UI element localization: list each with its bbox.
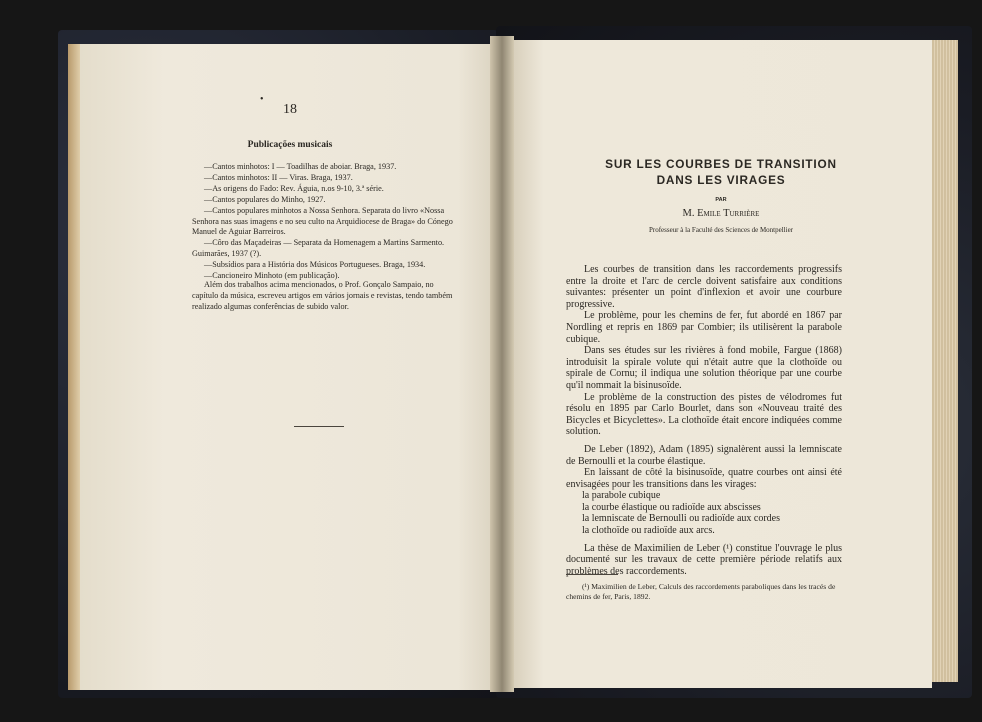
article-title <box>510 156 932 188</box>
paragraph: La thèse de Maximilien de Leber (¹) constitue l'ouvrage le plus documenté sur les travaux de cette première période relatifs aux problèmes des raccordements. <box>566 542 842 577</box>
publication-item: —Côro das Maçadeiras — Separata da Homenagem a Martins Sarmento. Guimarães, 1937 (?). <box>192 238 445 259</box>
paragraph: Les courbes de transition dans les raccordements progressifs entre la droite et l'arc de cercle doivent satisfaire aux conditions suivantes: présenter un point d'inflexion et avoir une courbure progressive. <box>566 264 842 310</box>
publication-item: —Cantos minhotos: II — Viras. Braga, 1937. <box>204 172 353 182</box>
article-body <box>566 264 842 577</box>
paragraph: Le problème, pour les chemins de fer, fut abordé en 1867 par Nordling et repris en 1869 par Combier; ils utilisèrent la parabole cubique. <box>566 310 842 345</box>
right-page <box>510 40 932 688</box>
publication-item: —Cancioneiro Minhoto (em publicação). <box>204 271 340 281</box>
publication-item: —Cantos minhotos: I — Toadilhas de aboiar. Braga, 1937. <box>204 162 397 171</box>
publication-item: —As origens do Fado: Rev. Águia, n.os 9-10, 3.ª série. <box>204 183 384 193</box>
left-page <box>80 44 500 690</box>
body-paragraph: Além dos trabalhos acima mencionados, o Prof. Gonçalo Sampaio, no capítulo da música, escreveu artigos em vários jornais e revistas, tendo também realizado algumas conferências de subido valor. <box>192 280 453 311</box>
paragraph: Dans ses études sur les rivières à fond mobile, Fargue (1868) introduisit la spirale volute qui n'était autre que la clothoïde ou spirale de Cornu; il indiqua une solution théorique par une courbe qu'il nommait la bisinusoïde. <box>566 345 842 391</box>
footnote-rule <box>566 574 618 575</box>
section-title: Publicações musicais <box>247 140 333 150</box>
right-page-edges <box>930 40 958 682</box>
list-item: la lemniscate de Bernoulli ou radioïde aux cordes <box>582 513 780 525</box>
publication-item: —Subsídios para a História dos Músicos Portugueses. Braga, 1934. <box>204 260 426 270</box>
paragraph: Le problème de la construction des pistes de vélodromes fut résolu en 1895 par Carlo Bourlet, dans son «Nouveau traité des Bicycles et Bicyclettes». La clothoïde était encore indiquées comme solution. <box>566 391 842 438</box>
publication-list <box>192 162 460 282</box>
author-affiliation: Professeur à la Faculté des Sciences de Montpellier <box>648 226 794 234</box>
list-item: la parabole cubique <box>582 490 661 502</box>
publication-item: —Cantos populares minhotos a Nossa Senhora. Separata do livro «Nossa Senhora nas suas imagens e no seu culto na Arquidiocese de Braga» do Cónego Manuel de Aguiar Barreiros. <box>192 205 453 237</box>
list-item: la clothoïde ou radioïde aux arcs. <box>582 525 715 537</box>
title-line-2: DANS LES VIRAGES <box>656 173 786 187</box>
author-name: M. Emile Turrière <box>682 208 760 219</box>
paragraph: De Leber (1892), Adam (1895) signalèrent aussi la lemniscate de Bernoulli et la courbe élastique. <box>566 443 842 467</box>
title-line-1: SUR LES COURBES DE TRANSITION <box>605 157 837 171</box>
book-gutter <box>490 36 514 692</box>
page-mark: • <box>260 94 264 105</box>
list-item: la courbe élastique ou radioïde aux abscisses <box>582 501 761 513</box>
paragraph: En laissant de côté la bisinusoïde, quatre courbes ont ainsi été envisagées pour les transitions dans les virages: <box>566 467 842 490</box>
footnote: (¹) Maximilien de Leber, Calculs des raccordements paraboliques dans les tracés de chemins de fer, Paris, 1892. <box>566 582 836 601</box>
publication-item: —Cantos populares do Minho, 1927. <box>204 194 326 204</box>
end-rule <box>294 426 344 427</box>
page-number: 18 <box>283 102 297 117</box>
by-line: PAR <box>715 197 727 203</box>
